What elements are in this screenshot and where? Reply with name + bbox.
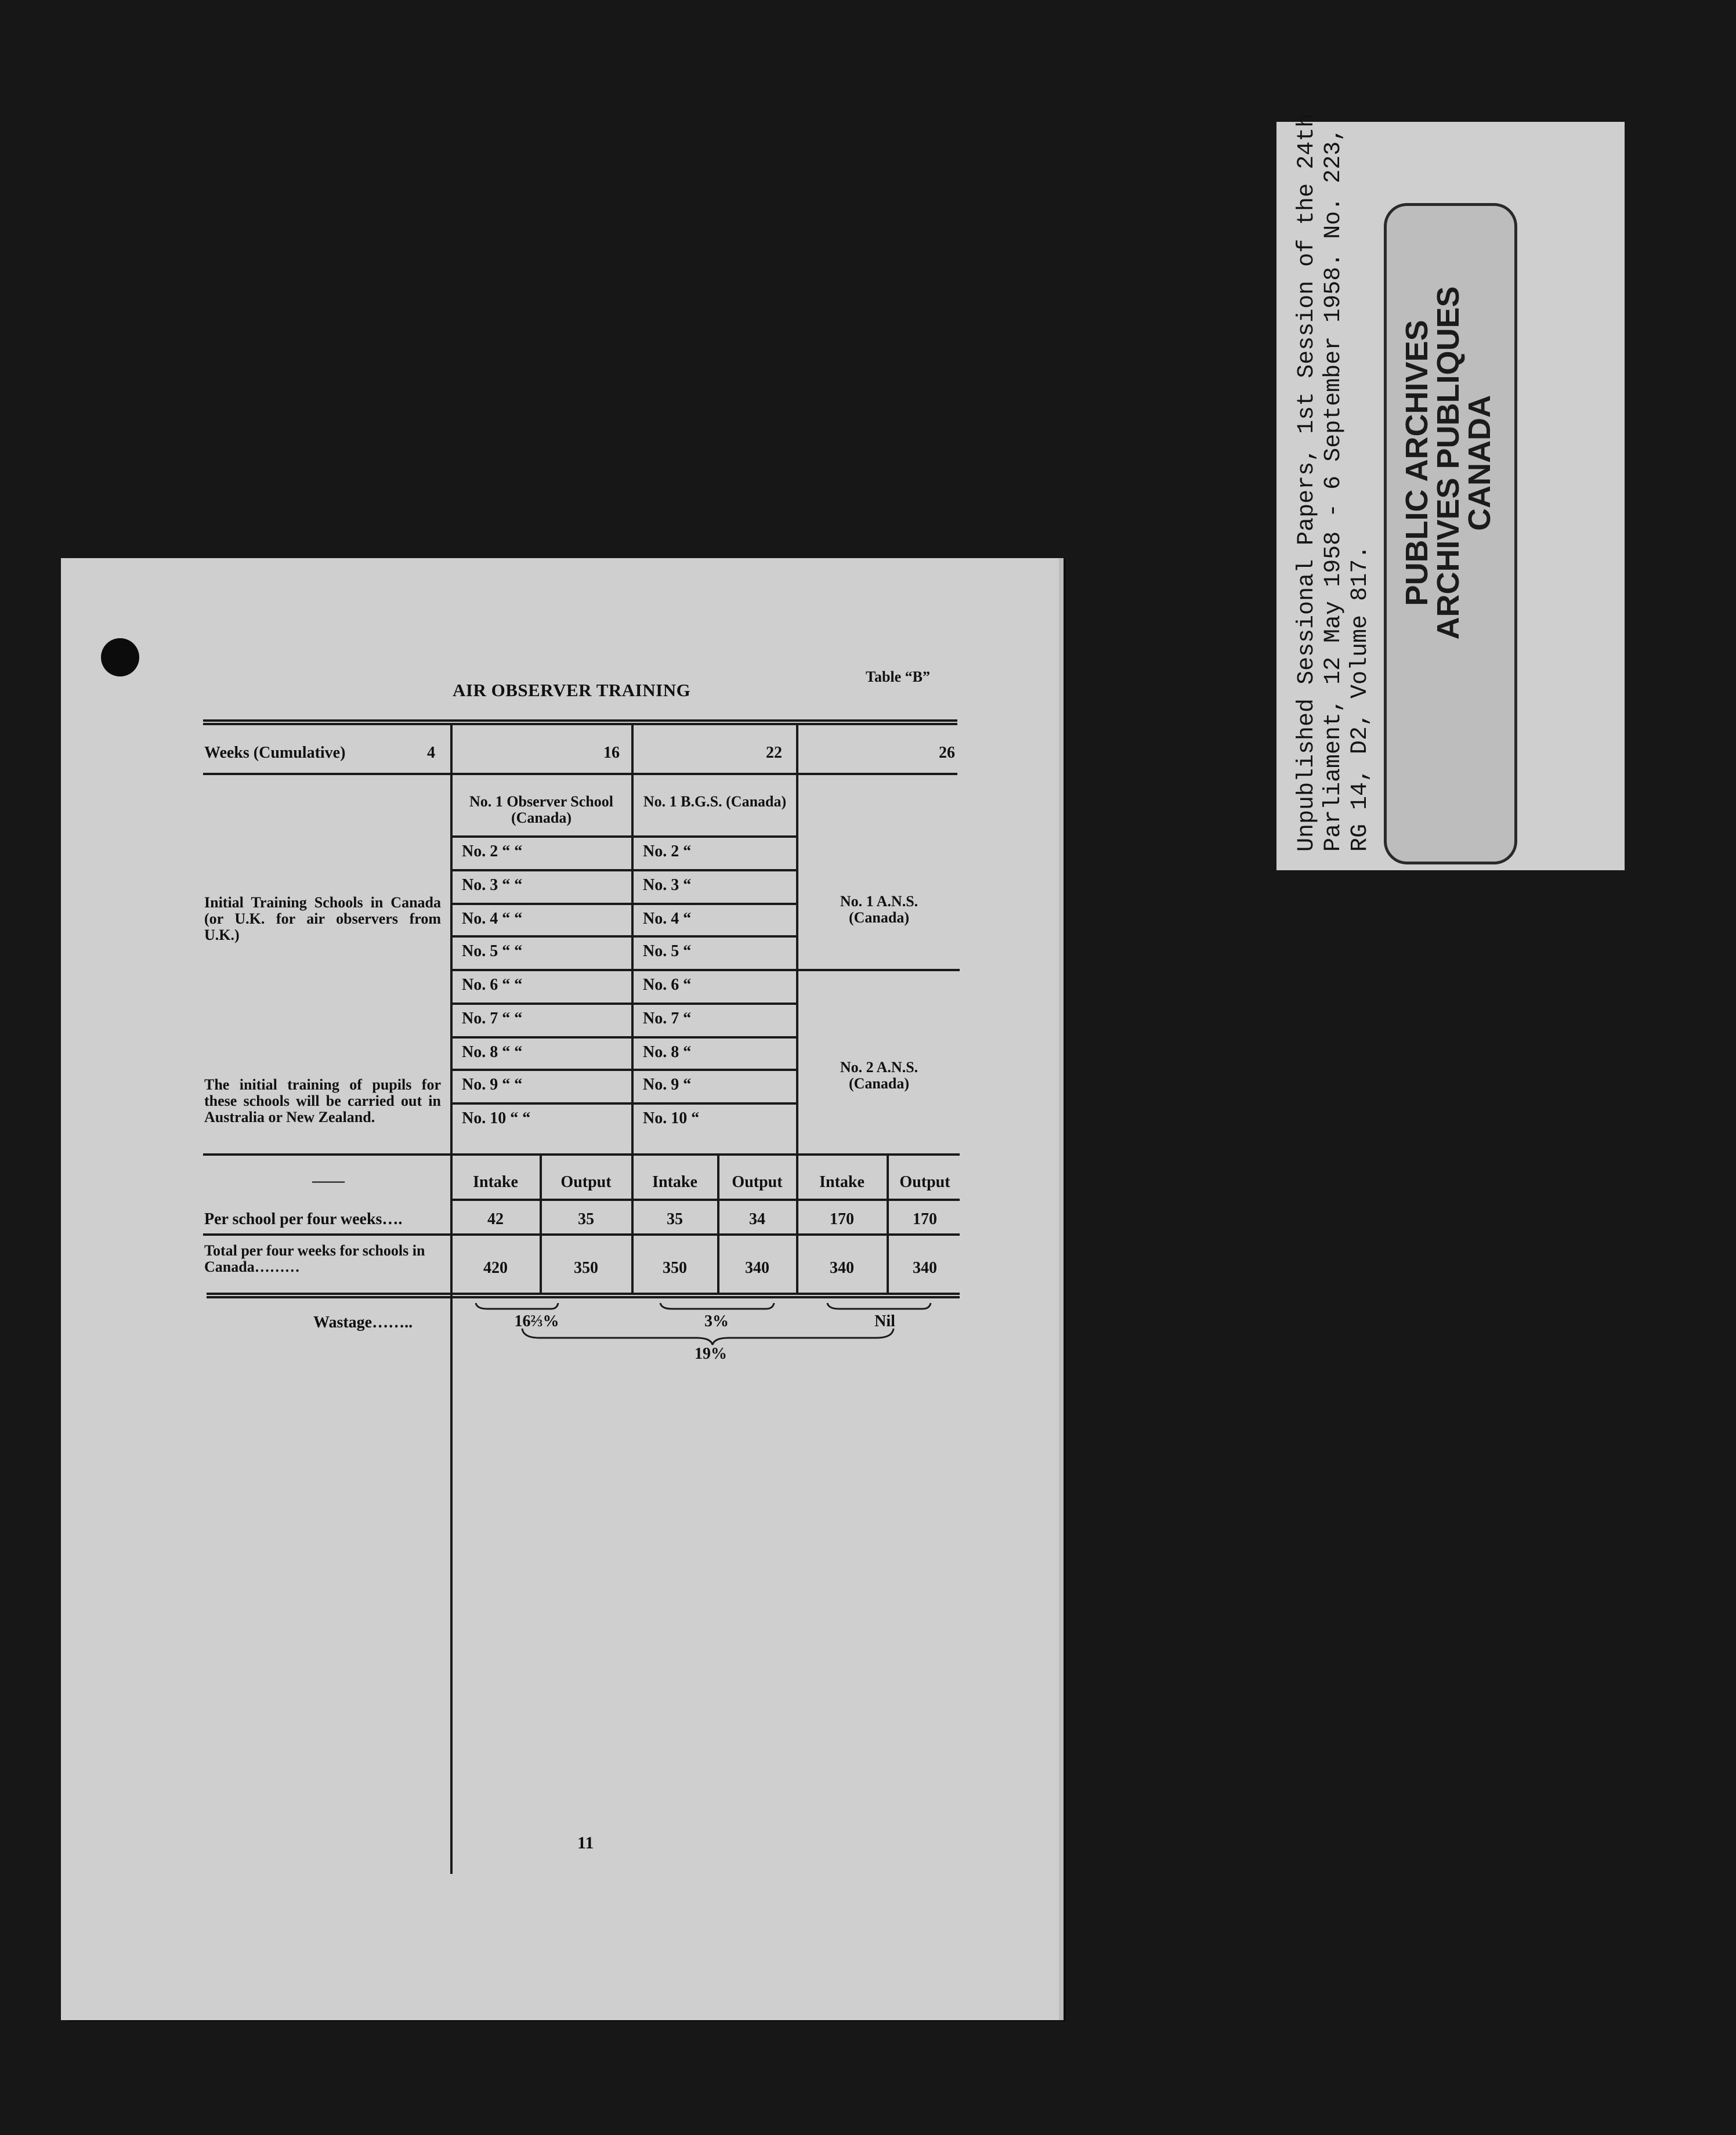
wastage-value: 16⅔% bbox=[514, 1312, 559, 1330]
weeks-label: Weeks (Cumulative) bbox=[204, 744, 346, 762]
io-header: Output bbox=[732, 1173, 783, 1191]
col1-row: No. 2 “ “ bbox=[462, 842, 523, 860]
row-label-initial: Initial Training Schools in Canada (or U.K. for air observers from U.K.) bbox=[204, 894, 441, 943]
per-school-label: Per school per four weeks…. bbox=[204, 1210, 403, 1228]
col2-row: No. 2 “ bbox=[643, 842, 692, 860]
stamp-line: CANADA bbox=[1462, 395, 1497, 531]
ans-1: No. 1 A.N.S. (Canada) bbox=[840, 893, 918, 926]
total-value: 350 bbox=[663, 1259, 687, 1277]
row-label-australia: The initial training of pupils for these schools will be carried out in Australia or New Zealand. bbox=[204, 1076, 441, 1126]
per-school-value: 170 bbox=[830, 1210, 854, 1228]
archive-caption: Unpublished Sessional Papers, 1st Session of the 24th Parliament, 12 May 1958 - 6 September 1958. No. 223, RG 14, D2, Volume 817. bbox=[1294, 113, 1373, 852]
dash: —— bbox=[312, 1172, 345, 1190]
col1-row: No. 8 “ “ bbox=[462, 1043, 523, 1061]
wastage-total: 19% bbox=[695, 1345, 727, 1363]
col2-title: No. 1 B.G.S. (Canada) bbox=[643, 793, 787, 810]
col1-row: No. 9 “ “ bbox=[462, 1076, 523, 1094]
col1-row: No. 5 “ “ bbox=[462, 942, 523, 960]
col1-row: No. 10 “ “ bbox=[462, 1109, 531, 1127]
weeks-4: 4 bbox=[427, 744, 435, 762]
col2-row: No. 4 “ bbox=[643, 910, 692, 928]
document-title: AIR OBSERVER TRAINING bbox=[453, 680, 691, 700]
io-header: Intake bbox=[652, 1173, 697, 1191]
total-value: 350 bbox=[574, 1259, 598, 1277]
col2-row: No. 9 “ bbox=[643, 1076, 692, 1094]
total-label: Total per four weeks for schools in Canada……… bbox=[204, 1242, 425, 1275]
ans-2: No. 2 A.N.S. (Canada) bbox=[840, 1059, 918, 1092]
io-header: Intake bbox=[473, 1173, 518, 1191]
total-value: 340 bbox=[913, 1259, 937, 1277]
wastage-value: Nil bbox=[874, 1312, 895, 1330]
per-school-value: 34 bbox=[749, 1210, 765, 1228]
col1-row: No. 7 “ “ bbox=[462, 1009, 523, 1027]
stamp-line: ARCHIVES PUBLIQUES bbox=[1431, 286, 1466, 640]
col2-row: No. 5 “ bbox=[643, 942, 692, 960]
table-label: Table “B” bbox=[866, 668, 931, 685]
per-school-value: 35 bbox=[578, 1210, 594, 1228]
weeks-26: 26 bbox=[939, 744, 955, 762]
col2-row: No. 7 “ bbox=[643, 1009, 692, 1027]
wastage-label: Wastage…….. bbox=[313, 1313, 413, 1331]
col2-row: No. 3 “ bbox=[643, 876, 692, 894]
io-header: Output bbox=[899, 1173, 950, 1191]
archive-stamp-text bbox=[1401, 219, 1495, 707]
stamp-line: PUBLIC ARCHIVES bbox=[1399, 320, 1434, 606]
weeks-16: 16 bbox=[603, 744, 620, 762]
page-number: 11 bbox=[577, 1833, 594, 1852]
col2-row: No. 10 “ bbox=[643, 1109, 700, 1127]
col1-row: No. 4 “ “ bbox=[462, 910, 523, 928]
io-header: Output bbox=[560, 1173, 612, 1191]
weeks-22: 22 bbox=[766, 744, 782, 762]
wastage-value: 3% bbox=[704, 1312, 729, 1330]
col2-row: No. 8 “ bbox=[643, 1043, 692, 1061]
col1-row: No. 3 “ “ bbox=[462, 876, 523, 894]
per-school-value: 35 bbox=[667, 1210, 683, 1228]
per-school-value: 42 bbox=[487, 1210, 504, 1228]
total-value: 340 bbox=[745, 1259, 769, 1277]
col1-title: No. 1 Observer School (Canada) bbox=[469, 793, 613, 826]
col1-row: No. 6 “ “ bbox=[462, 976, 523, 994]
total-value: 340 bbox=[830, 1259, 854, 1277]
per-school-value: 170 bbox=[913, 1210, 937, 1228]
col2-row: No. 6 “ bbox=[643, 976, 692, 994]
io-header: Intake bbox=[819, 1173, 865, 1191]
total-value: 420 bbox=[483, 1259, 508, 1277]
